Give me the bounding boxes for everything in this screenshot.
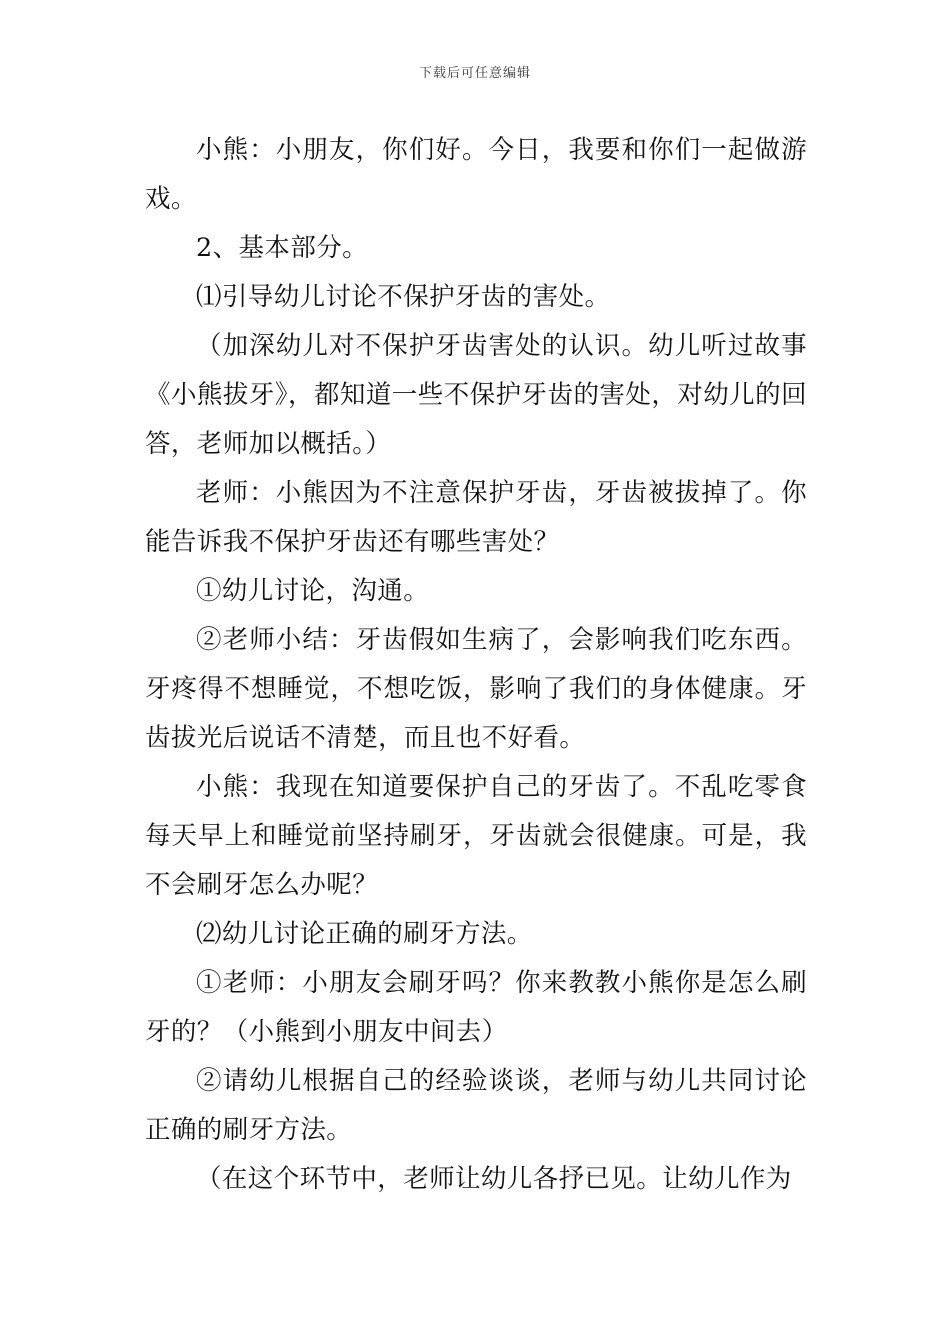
page-header: 下载后可任意编辑 bbox=[418, 66, 531, 81]
paragraph: ②老师小结：牙齿假如生病了，会影响我们吃东西。牙疼得不想睡觉，不想吃饭，影响了我们的身体健康。牙齿拔光后说话不清楚，而且也不好看。 bbox=[145, 625, 807, 753]
paragraph: ⑴引导幼儿讨论不保护牙齿的害处。 bbox=[196, 282, 611, 312]
paragraph: 老师：小熊因为不注意保护牙齿，牙齿被拔掉了。你能告诉我不保护牙齿还有哪些害处？ bbox=[145, 478, 807, 557]
paragraph: 小熊：我现在知道要保护自己的牙齿了。不乱吃零食每天早上和睡觉前坚持刷牙，牙齿就会很健康。可是，我不会刷牙怎么办呢？ bbox=[145, 772, 807, 900]
paragraph: ⑵幼儿讨论正确的刷牙方法。 bbox=[196, 919, 533, 949]
paragraph: ①幼儿讨论，沟通。 bbox=[196, 576, 430, 606]
paragraph: 2、基本部分。 bbox=[196, 233, 369, 263]
paragraph: （加深幼儿对不保护牙齿害处的认识。幼儿听过故事《小熊拔牙》，都知道一些不保护牙齿的害处，对幼儿的回答，老师加以概括。） bbox=[145, 331, 807, 459]
paragraph: ②请幼儿根据自己的经验谈谈，老师与幼儿共同讨论正确的刷牙方法。 bbox=[145, 1066, 807, 1145]
paragraph: ①老师：小朋友会刷牙吗？你来教教小熊你是怎么刷牙的？（小熊到小朋友中间去） bbox=[145, 968, 807, 1047]
paragraph: 小熊：小朋友，你们好。今日，我要和你们一起做游戏。 bbox=[145, 135, 807, 214]
document-body bbox=[145, 126, 807, 1204]
paragraph: （在这个环节中，老师让幼儿各抒已见。让幼儿作为 bbox=[196, 1164, 792, 1194]
